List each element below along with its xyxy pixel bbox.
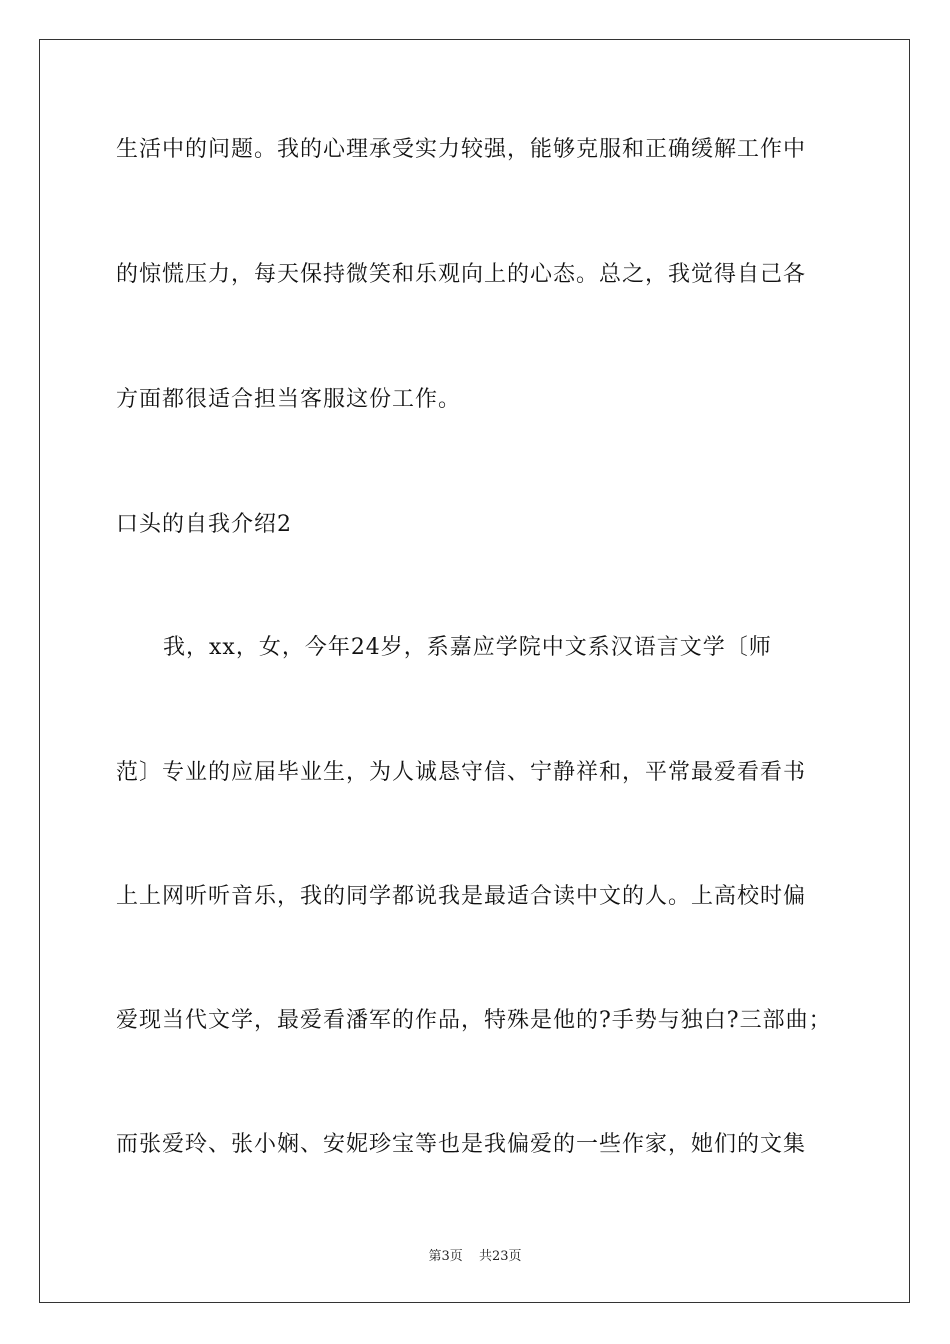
page-border [39, 39, 910, 1303]
paragraph-line-2: 的惊慌压力，每天保持微笑和乐观向上的心态。总之，我觉得自己各 [116, 262, 807, 287]
paragraph-line-6: 范〕专业的应届毕业生，为人诚恳守信、宁静祥和，平常最爱看看书 [116, 760, 807, 785]
paragraph-line-5: 我，xx，女，今年24岁，系嘉应学院中文系汉语言文学〔师 [163, 635, 772, 660]
page-footer [0, 1248, 950, 1266]
paragraph-line-1: 生活中的问题。我的心理承受实力较强，能够克服和正确缓解工作中 [116, 137, 807, 162]
paragraph-line-9: 而张爱玲、张小娴、安妮珍宝等也是我偏爱的一些作家，她们的文集 [116, 1132, 807, 1157]
paragraph-line-7: 上上网听听音乐，我的同学都说我是最适合读中文的人。上高校时偏 [116, 884, 807, 909]
paragraph-line-8: 爱现当代文学，最爱看潘军的作品，特殊是他的?手势与独白?三部曲； [116, 1008, 832, 1033]
paragraph-line-3: 方面都很适合担当客服这份工作。 [116, 387, 462, 412]
page-number: 第3页 [428, 1249, 463, 1264]
page-total: 共23页 [478, 1249, 522, 1264]
section-heading: 口头的自我介绍2 [116, 512, 292, 537]
